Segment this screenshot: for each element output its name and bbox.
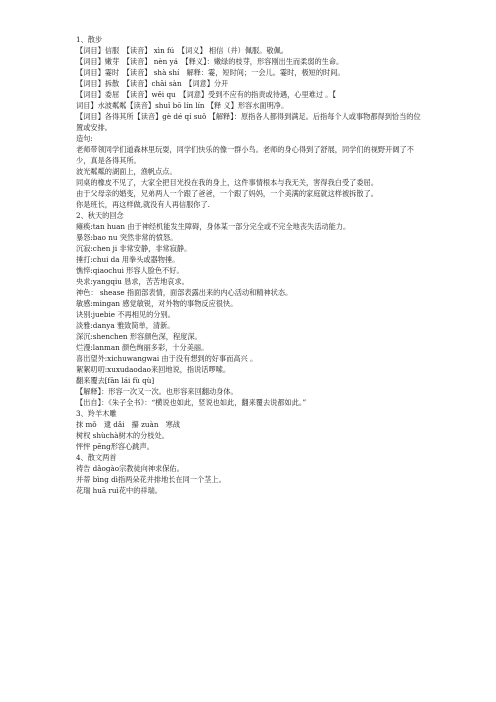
text-line: 沉寂:chen ji 非常安静，非常寂静。 [76, 244, 192, 253]
text-line: 捶打:chui da 用拳头或器物捶。 [76, 255, 180, 264]
text-line: 【词目】嫩芽 【读音】 nèn yá 【释义】：嫩绿的枝芽，形容刚出生而柔弱的生命。 [76, 57, 344, 66]
text-line: 老师带领同学们道森林里玩耍，同学们快乐的像一群小鸟。老师的身心得到了舒展，同学们的视野开阔了不少，真是各得其所。 [76, 145, 414, 165]
text-line: 淡雅:danya 雅致简单，清新。 [76, 321, 175, 330]
text-line: 敏感:mingan 感觉敏锐，对外物的事物反应很快。 [76, 299, 238, 308]
text-line: 造句: [76, 134, 93, 143]
text-line: 喜出望外:xichuwangwai 由于没有想到的好事而高兴 。 [76, 354, 258, 363]
text-line: 神色： shease 指面部表情，面部表露出来的内心活动和精神状态。 [76, 288, 293, 297]
text-line: 怦怦 pēng形容心跳声。 [76, 442, 154, 451]
text-line: 诀别:juebie 不再相见的分别。 [76, 310, 175, 319]
text-line: 【词目】信服 【读音】 xìn fú 【词义】 相信（并）佩服。敬佩。 [76, 46, 288, 55]
text-line: 3、羚羊木雕 [76, 409, 117, 418]
text-line: 你是班长，再这样做,就没有人再信服你了. [76, 200, 210, 209]
text-line: 波光粼粼的湖面上，渔帆点点。 [76, 167, 177, 176]
text-line: 祷告 dǎogào宗教徒向神求保佑。 [76, 464, 184, 473]
text-line: 【词目】委屈 【读音】wěi qu 【词意】受到不应有的指责或待遇，心里难过 。【 [76, 90, 337, 99]
text-line: 抹 mǒ 逮 dǎi 攥 zuàn 寒战 [76, 420, 181, 429]
text-line: 【词目】拆散 【读音】chāi sàn 【词意】分开 [76, 79, 229, 88]
text-line: 絮絮叨叨:xuxudaodao来回地说，指说话啰嗦。 [76, 365, 231, 374]
text-line: 词目】水波粼粼【读音】shuǐ bō lín lín 【释 义】形容水面明净。 [76, 101, 289, 110]
text-line: 翻来覆去[fān lái fù qù] [76, 376, 155, 385]
text-line: 由于父母亲的婚变，兄弟两人一个跟了爸爸，一个跟了妈妈，一个美满的家庭就这样被拆散了。 [76, 189, 378, 198]
text-line: 央求:yangqiu 恳求，苦苦地哀求。 [76, 277, 189, 286]
text-line: 树杈 shùchà树木的分枝处。 [76, 431, 169, 440]
text-line: 2、秋天的回念 [76, 211, 124, 220]
document-body [76, 34, 424, 496]
text-line: 1、散步 [76, 35, 103, 44]
text-line: 【解释】：形容一次又一次。也形容来回翻动身体。 [76, 387, 238, 396]
text-line: 烂漫:lanman 颜色绚丽多彩，十分美丽。 [76, 343, 209, 352]
text-line: 暴怒:bao nu 突然非常的愤怒。 [76, 233, 178, 242]
text-line: 【词目】各得其所【读音】gè dé qí suǒ 【解释】：原指各人都得到满足。后指每个人或事物都得到恰当的位置或安排。 [76, 112, 421, 132]
text-line: 憔悴:qiaochui 形容人脸色不好。 [76, 266, 184, 275]
text-line: 【出自】：《朱子全书》：“横说也如此，竖说也如此，翻来覆去说都如此。” [76, 398, 307, 407]
text-line: 【词目】霎时 【读音】 shà shí 解释：霎，短时间；一会儿。霎时，极短的时间。 [76, 68, 345, 77]
text-line: 瘫痪:tan huan 由于神经机能发生障碍，身体某一部分完全或不完全地丧失活动能力。 [76, 222, 351, 231]
text-line: 花瑞 huā ruì花中的祥瑞。 [76, 486, 162, 495]
text-line: 4、散文两首 [76, 453, 117, 462]
text-line: 深沉:shenchen 形容颜色深，程度深。 [76, 332, 202, 341]
text-line: 同桌的橡皮不见了，大家全把目光投在我的身上，这件事情根本与我无关，害得我白受了委屈。 [76, 178, 378, 187]
text-line: 并蒂 bìng dì指两朵花并排地长在同一个茎上。 [76, 475, 226, 484]
